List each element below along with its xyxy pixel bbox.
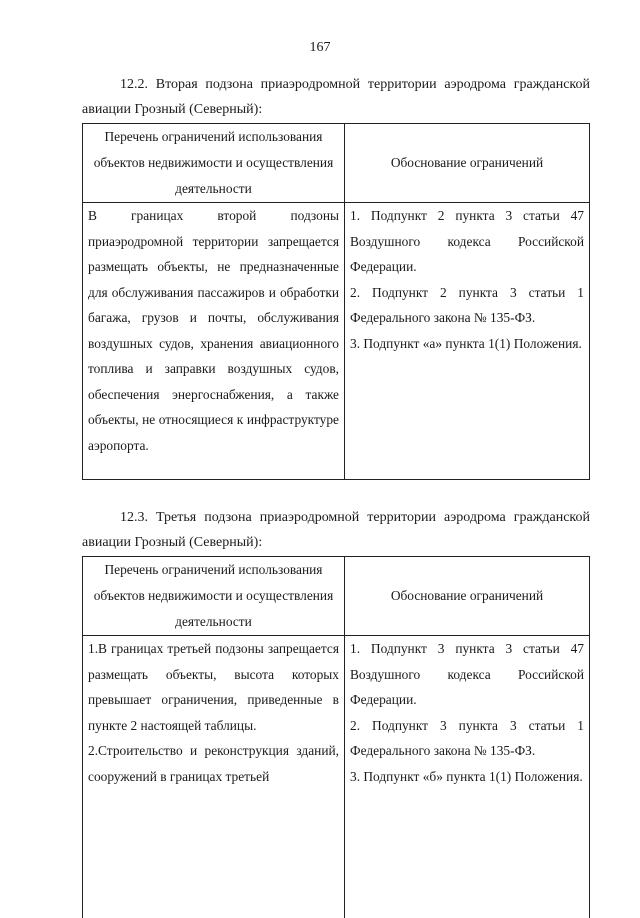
restriction-item: 1.В границах третьей подзоны запрещается размещать объекты, высота которых превышает ограничения, приведенные в пункте 2 настоящей таблицы.: [88, 636, 339, 738]
column-header-restrictions: Перечень ограничений использования объектов недвижимости и осуществления деятельности: [83, 557, 345, 636]
restrictions-table-subzone-3: [82, 556, 590, 918]
justification-item: 1. Подпункт 3 пункта 3 статьи 47 Воздушного кодекса Российской Федерации.: [350, 636, 584, 713]
section-heading-12-2: 12.2. Вторая подзона приаэродромной территории аэродрома гражданской авиации Грозный (Северный):: [82, 72, 590, 122]
column-header-justification: Обоснование ограничений: [345, 124, 590, 203]
justification-cell: [345, 636, 590, 918]
restriction-item: В границах второй подзоны приаэродромной территории запрещается размещать объекты, не предназначенные для обслуживания пассажиров и обработки багажа, грузов и почты, обслуживания воздушных судов, хранения авиационного топлива и заправки воздушных судов, обеспечения энергоснабжения, а также объекты, не относящиеся к инфраструктуре аэропорта.: [88, 203, 339, 458]
page-number: 167: [0, 40, 640, 56]
restrictions-table-subzone-2: [82, 123, 590, 480]
restriction-item: 2.Строительство и реконструкция зданий, сооружений в границах третьей: [88, 738, 339, 789]
restrictions-cell: [83, 203, 345, 480]
section-heading-12-3: 12.3. Третья подзона приаэродромной территории аэродрома гражданской авиации Грозный (Северный):: [82, 505, 590, 555]
justification-item: 2. Подпункт 2 пункта 3 статьи 1 Федерального закона № 135-ФЗ.: [350, 280, 584, 331]
justification-cell: [345, 203, 590, 480]
column-header-justification: Обоснование ограничений: [345, 557, 590, 636]
justification-item: 3. Подпункт «а» пункта 1(1) Положения.: [350, 331, 584, 357]
column-header-restrictions: Перечень ограничений использования объектов недвижимости и осуществления деятельности: [83, 124, 345, 203]
justification-item: 3. Подпункт «б» пункта 1(1) Положения.: [350, 764, 584, 790]
justification-item: 2. Подпункт 3 пункта 3 статьи 1 Федерального закона № 135-ФЗ.: [350, 713, 584, 764]
justification-item: 1. Подпункт 2 пункта 3 статьи 47 Воздушного кодекса Российской Федерации.: [350, 203, 584, 280]
restrictions-cell: [83, 636, 345, 918]
